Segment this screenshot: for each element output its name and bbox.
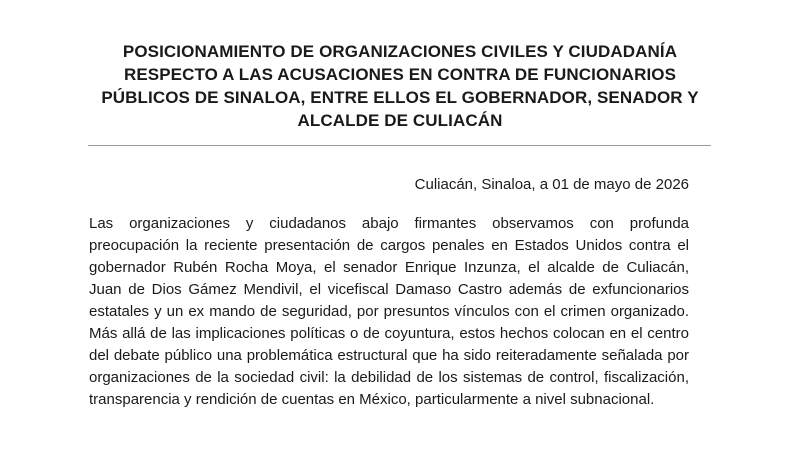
document-title: POSICIONAMIENTO DE ORGANIZACIONES CIVILES Y CIUDADANÍA RESPECTO A LAS ACUSACIONES EN CONTRA DE FUNCIONARIOS PÚBLICOS DE SINALOA, ENTRE ELLOS EL GOBERNADOR, SENADOR Y ALCALDE DE CULIACÁN [101, 42, 699, 130]
title-divider [88, 145, 711, 146]
body-paragraph: Las organizaciones y ciudadanos abajo firmantes observamos con profunda preocupación la reciente presentación de cargos penales en Estados Unidos contra el gobernador Rubén Rocha Moya, el senador Enrique Inzunza, el alcalde de Culiacán, Juan de Dios Gámez Mendivil, el vicefiscal Damaso Castro además de exfuncionarios estatales y un ex mando de seguridad, por presuntos vínculos con el crimen organizado. Más allá de las implicaciones políticas o de coyuntura, estos hechos colocan en el centro del debate público una problemática estructural que ha sido reiteradamente señalada por organizaciones de la sociedad civil: la debilidad de los sistemas de control, fiscalización, transparencia y rendición de cuentas en México, particularmente a nivel subnacional. [89, 215, 689, 408]
dateline: Culiacán, Sinaloa, a 01 de mayo de 2026 [414, 176, 689, 193]
